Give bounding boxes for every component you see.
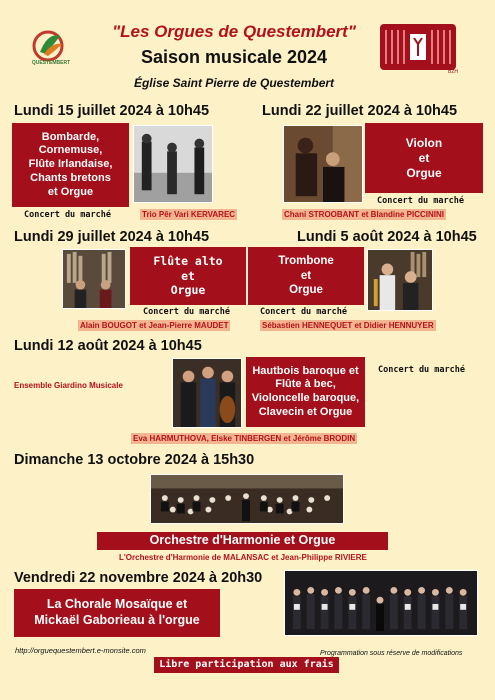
- event-1-date: Lundi 15 juillet 2024 à 10h45: [14, 103, 210, 119]
- event-6-date: Dimanche 13 octobre 2024 à 15h30: [14, 452, 255, 468]
- event-5-note: Concert du marché: [378, 365, 465, 375]
- event-6-photo: [150, 474, 344, 524]
- event-5-photo: [172, 358, 242, 428]
- program-line: Flûte alto: [153, 254, 223, 269]
- event-5-date: Lundi 12 août 2024 à 10h45: [14, 338, 202, 354]
- venue-line: Église Saint Pierre de Questembert: [133, 76, 335, 90]
- program-line: Hautbois baroque et: [252, 364, 359, 377]
- program-line: et: [300, 269, 312, 282]
- program-line: Cornemuse,: [38, 144, 103, 157]
- program-line: Flûte à bec,: [275, 378, 336, 391]
- program-line: Bombarde,: [41, 130, 100, 143]
- event-2-performers: Chani STROOBANT et Blandine PICCININI: [284, 210, 445, 219]
- event-5-ensemble: Ensemble Giardino Musicale: [14, 381, 123, 390]
- program-line: Mickaël Gaborieau à l'orgue: [34, 613, 200, 627]
- program-line: Violoncelle baroque,: [251, 392, 360, 404]
- program-line: Orgue: [406, 165, 442, 180]
- website-link[interactable]: http://orguequestembert.e-monsite.com: [15, 646, 146, 655]
- program-line: et: [181, 268, 195, 283]
- program-line: Violon: [405, 135, 443, 150]
- program-line: Chants bretons: [30, 171, 111, 184]
- event-1-note: Concert du marché: [24, 210, 111, 220]
- event-4-program: [248, 247, 364, 305]
- season-title: Saison musicale 2024: [140, 47, 328, 67]
- logo-text: QUESTEMBERT: [31, 60, 71, 66]
- program-line: et: [418, 150, 430, 165]
- event-7-photo: [284, 570, 478, 636]
- program-line: Trombone: [278, 255, 334, 268]
- entry-fee-banner: Libre participation aux frais: [154, 657, 339, 673]
- questembert-logo: [26, 26, 76, 70]
- event-4-performers: Sébastien HENNEQUET et Didier HENNUYER: [262, 321, 434, 330]
- program-line: Clavecin et Orgue: [258, 405, 353, 418]
- event-2-note: Concert du marché: [377, 196, 464, 206]
- event-3-performers: Alain BOUGOT et Jean-Pierre MAUDET: [80, 321, 229, 330]
- event-3-photo: [62, 249, 126, 309]
- event-4-photo: [367, 249, 433, 311]
- crest-text: BZH: [448, 69, 458, 75]
- event-6-program: Orchestre d'Harmonie et Orgue: [97, 532, 388, 550]
- event-7-program: [14, 589, 220, 637]
- event-1-performers: Trio Pêr Vari KERVAREC: [142, 210, 236, 219]
- event-3-program: [130, 247, 246, 305]
- disclaimer: Programmation sous réserve de modifications: [320, 650, 463, 657]
- event-3-date: Lundi 29 juillet 2024 à 10h45: [14, 229, 210, 245]
- event-2-program: [365, 123, 483, 193]
- event-2-photo: [283, 125, 363, 203]
- event-4-date: Lundi 5 août 2024 à 10h45: [297, 229, 477, 245]
- event-7-date: Vendredi 22 novembre 2024 à 20h30: [14, 570, 263, 586]
- event-2-date: Lundi 22 juillet 2024 à 10h45: [262, 103, 458, 119]
- program-line: La Chorale Mosaïque et: [46, 597, 188, 612]
- event-3-note: Concert du marché: [143, 307, 230, 317]
- page-title: "Les Orgues de Questembert": [112, 22, 356, 41]
- event-1-program: [12, 123, 129, 207]
- program-line: Orgue: [289, 284, 323, 297]
- event-5-program: [246, 357, 365, 427]
- event-4-note: Concert du marché: [260, 307, 347, 317]
- program-line: Flûte Irlandaise,: [28, 158, 113, 171]
- event-1-photo: [133, 125, 213, 203]
- event-6-performers: L'Orchestre d'Harmonie de MALANSAC et Jean-Philippe RIVIERE: [119, 553, 367, 562]
- program-line: Orgue: [170, 283, 206, 298]
- program-line: et Orgue: [47, 185, 94, 198]
- event-5-performers: Eva HARMUTHOVA, Elske TINBERGEN et Jérôme BRODIN: [133, 434, 356, 443]
- breton-crest: [380, 24, 456, 76]
